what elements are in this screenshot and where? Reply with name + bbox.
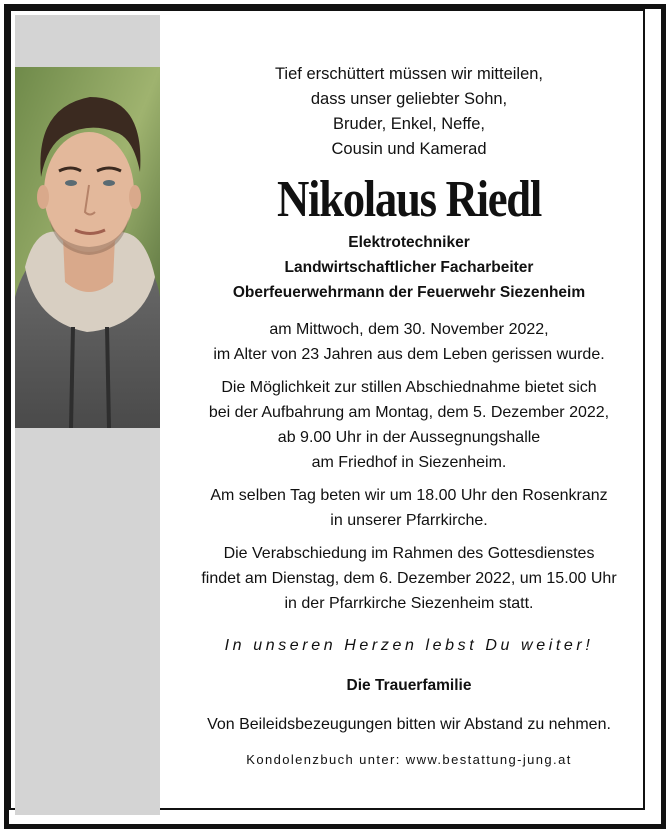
farewell-line: findet am Dienstag, dem 6. Dezember 2022, um 15.00 Uhr — [201, 570, 617, 587]
death-notice — [165, 317, 653, 367]
role-line: Elektrotechniker — [348, 234, 470, 251]
deceased-name: Nikolaus Riedl — [276, 171, 541, 228]
intro-block — [165, 62, 653, 162]
viewing-line: am Friedhof in Siezenheim. — [311, 454, 507, 471]
role-line: Landwirtschaftlicher Facharbeiter — [284, 259, 534, 276]
rosary-info — [165, 483, 653, 533]
intro-line: Tief erschüttert müssen wir mitteilen, — [274, 65, 544, 83]
intro-line: Cousin und Kamerad — [331, 140, 487, 158]
rosary-line: in unserer Pfarrkirche. — [330, 512, 488, 529]
intro-line: dass unser geliebter Sohn, — [310, 90, 508, 108]
kondolenz-link[interactable]: Kondolenzbuch unter: www.bestattung-jung.at — [246, 752, 572, 767]
viewing-line: ab 9.00 Uhr in der Aussegnungshalle — [277, 429, 541, 446]
death-notice-line: im Alter von 23 Jahren aus dem Leben gerissen wurde. — [213, 346, 605, 363]
farewell-line: in der Pfarrkirche Siezenheim statt. — [284, 595, 534, 612]
viewing-info — [165, 375, 653, 475]
portrait-photo — [15, 67, 160, 428]
condolence-notice: Von Beileidsbezeugungen bitten wir Abstand zu nehmen. — [207, 716, 611, 733]
viewing-line: Die Möglichkeit zur stillen Abschiednahme bietet sich — [221, 379, 597, 396]
intro-line: Bruder, Enkel, Neffe, — [333, 115, 485, 133]
role-line: Oberfeuerwehrmann der Feuerwehr Siezenheim — [232, 284, 586, 301]
roles-block — [165, 230, 653, 305]
farewell-line: Die Verabschiedung im Rahmen des Gottesdienstes — [223, 545, 595, 562]
signature: Die Trauerfamilie — [346, 677, 472, 694]
motto: In unseren Herzen lebst Du weiter! — [224, 637, 594, 654]
rosary-line: Am selben Tag beten wir um 18.00 Uhr den Rosenkranz — [210, 487, 608, 504]
farewell-info — [165, 541, 653, 616]
obituary-text — [165, 62, 653, 769]
viewing-line: bei der Aufbahrung am Montag, dem 5. Dezember 2022, — [208, 404, 610, 421]
death-notice-line: am Mittwoch, dem 30. November 2022, — [269, 321, 549, 338]
